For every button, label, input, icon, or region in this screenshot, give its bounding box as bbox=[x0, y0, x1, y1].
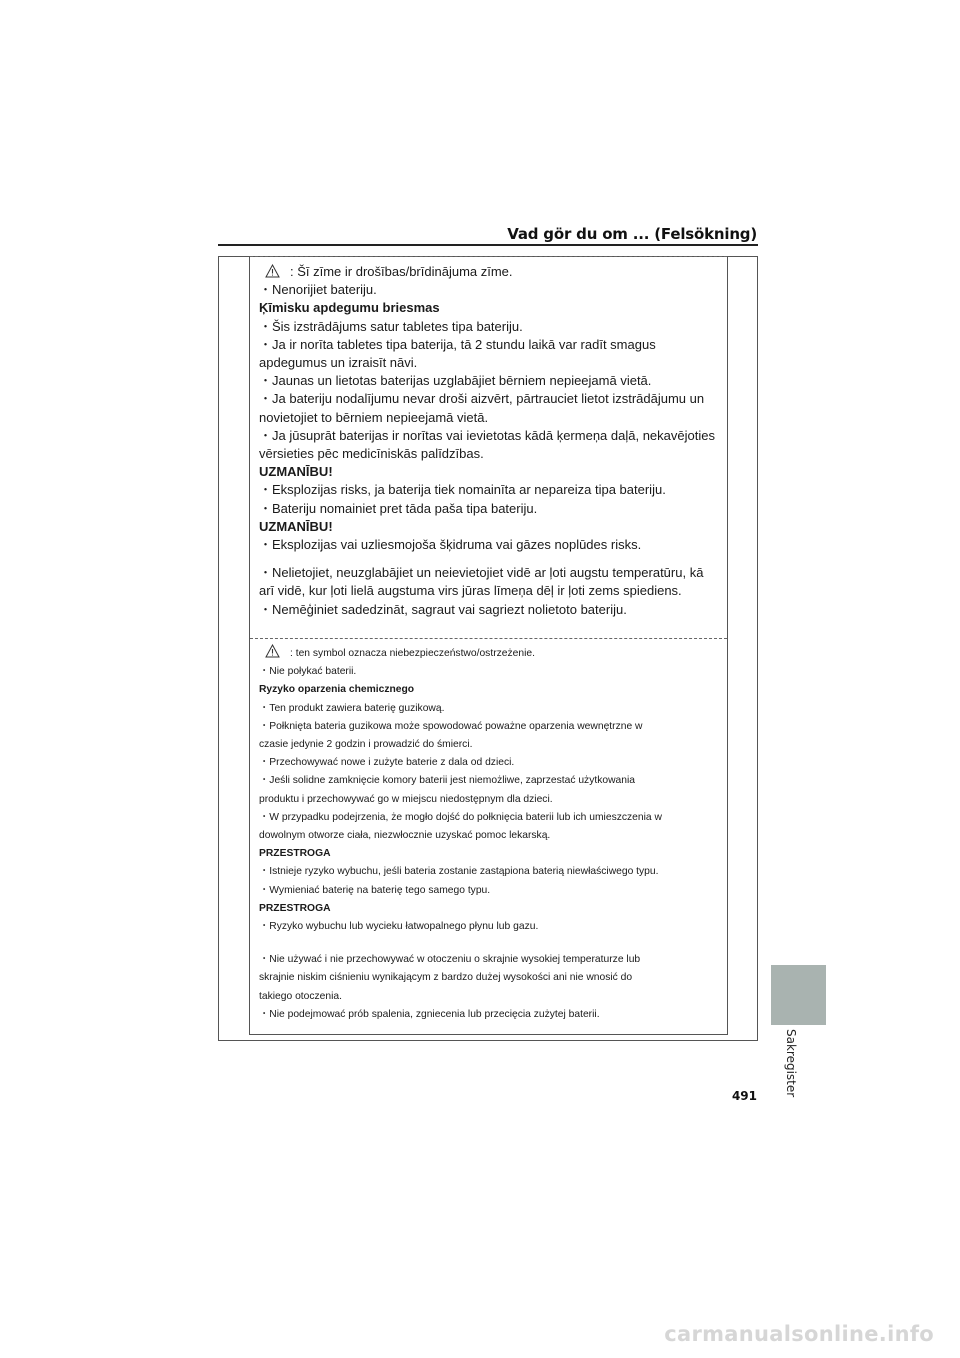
list-item: ・Połknięta bateria guzikowa może spowodować poważne oparzenia wewnętrzne w bbox=[259, 720, 643, 732]
list-item-continuation: skrajnie niskim ciśnieniu wynikającym z bardzo dużej wysokości ani nie wnosić do bbox=[259, 972, 633, 984]
list-item: ・Wymieniać baterię na baterię tego samego typu. bbox=[259, 884, 491, 896]
list-item: ・Šis izstrādājums satur tabletes tipa bateriju. bbox=[259, 318, 523, 334]
warning-triangle-icon bbox=[265, 644, 280, 658]
list-item: ・Nie używać i nie przechowywać w otoczeniu o skrajnie wysokiej temperaturze lub bbox=[259, 954, 641, 966]
caution-heading: PRZESTROGA bbox=[259, 848, 331, 860]
list-item: ・Eksplozijas risks, ja baterija tiek nomainīta ar nepareiza tipa bateriju. bbox=[259, 482, 666, 498]
caution-heading: PRZESTROGA bbox=[259, 902, 331, 914]
list-item: ・Nie połykać baterii. bbox=[259, 666, 357, 678]
list-item-continuation: novietojiet to bērniem nepieejamā vietā. bbox=[259, 409, 489, 425]
list-item: ・Nie podejmować prób spalenia, zgniecenia lub przecięcia zużytej baterii. bbox=[259, 1008, 600, 1020]
side-tab-label: Sakregister bbox=[784, 1029, 798, 1098]
list-item-continuation: czasie jedynie 2 godzin i prowadzić do śmierci. bbox=[259, 739, 473, 751]
section-heading: Ryzyko oparzenia chemicznego bbox=[259, 684, 415, 696]
list-item-continuation: dowolnym otworze ciała, niezwłocznie uzyskać pomoc lekarską. bbox=[259, 830, 551, 842]
list-item: ・Ten produkt zawiera baterię guzikową. bbox=[259, 702, 445, 714]
list-item: ・Ja jūsuprāt baterijas ir norītas vai ievietotas kādā ķermeņa daļā, nekavējoties bbox=[259, 427, 715, 443]
side-tab[interactable] bbox=[771, 965, 826, 1025]
list-item-continuation: takiego otoczenia. bbox=[259, 990, 343, 1002]
warning-box bbox=[249, 256, 728, 1035]
list-item-continuation: vērsieties pēc medicīniskās palīdzības. bbox=[259, 446, 484, 462]
list-item: ・Nemēģiniet sadedzināt, sagraut vai sagriezt nolietoto bateriju. bbox=[259, 601, 627, 617]
list-item: ・Istnieje ryzyko wybuchu, jeśli bateria zostanie zastąpiona baterią niewłaściwego typu. bbox=[259, 866, 659, 878]
header-rule bbox=[218, 244, 758, 246]
list-item: ・Ryzyko wybuchu lub wycieku łatwopalnego płynu lub gazu. bbox=[259, 921, 539, 933]
list-item: ・Nelietojiet, neuzglabājiet un neievietojiet vidē ar ļoti augstu temperatūru, kā bbox=[259, 565, 704, 581]
list-item: ・Bateriju nomainiet pret tāda paša tipa bateriju. bbox=[259, 500, 538, 516]
list-item: ・Jeśli solidne zamknięcie komory baterii jest niemożliwe, zaprzestać użytkowania bbox=[259, 775, 635, 787]
list-item: ・W przypadku podejrzenia, że mogło dojść do połknięcia baterii lub ich umieszczenia w bbox=[259, 811, 662, 823]
watermark: carmanualsonline.info bbox=[664, 1322, 934, 1346]
latvian-section bbox=[250, 256, 727, 639]
list-item-continuation: apdegumus un izraisīt nāvi. bbox=[259, 355, 418, 371]
caution-heading: UZMANĪBU! bbox=[259, 518, 333, 534]
list-item: ・Eksplozijas vai uzliesmojoša šķidruma vai gāzes noplūdes risks. bbox=[259, 537, 642, 553]
list-item: ・Ja ir norīta tabletes tipa baterija, tā 2 stundu laikā var radīt smagus bbox=[259, 336, 656, 352]
list-item: ・Jaunas un lietotas baterijas uzglabājiet bērniem nepieejamā vietā. bbox=[259, 373, 652, 389]
page-header-title: Vad gör du om ... (Felsökning) bbox=[507, 225, 757, 243]
page-number: 491 bbox=[731, 1089, 757, 1103]
warning-triangle-icon bbox=[265, 264, 280, 278]
polish-section bbox=[250, 638, 727, 1036]
list-item-continuation: produktu i przechowywać go w miejscu niedostępnym dla dzieci. bbox=[259, 793, 553, 805]
latvian-symbol-note: : Šī zīme ir drošības/brīdinājuma zīme. bbox=[259, 263, 727, 281]
caution-heading: UZMANĪBU! bbox=[259, 464, 333, 480]
list-item-continuation: arī vidē, kur ļoti lielā augstuma virs jūras līmeņa dēļ ir ļoti zems spiediens. bbox=[259, 583, 682, 599]
polish-symbol-note: : ten symbol oznacza niebezpieczeństwo/ostrzeżenie. bbox=[259, 644, 727, 663]
list-item: ・Ja bateriju nodalījumu nevar droši aizvērt, pārtrauciet lietot izstrādājumu un bbox=[259, 391, 705, 407]
section-heading: Ķīmisku apdegumu briesmas bbox=[259, 300, 440, 316]
list-item: ・Przechowywać nowe i zużyte baterie z dala od dzieci. bbox=[259, 757, 515, 769]
list-item: ・Nenorijiet bateriju. bbox=[259, 282, 377, 298]
